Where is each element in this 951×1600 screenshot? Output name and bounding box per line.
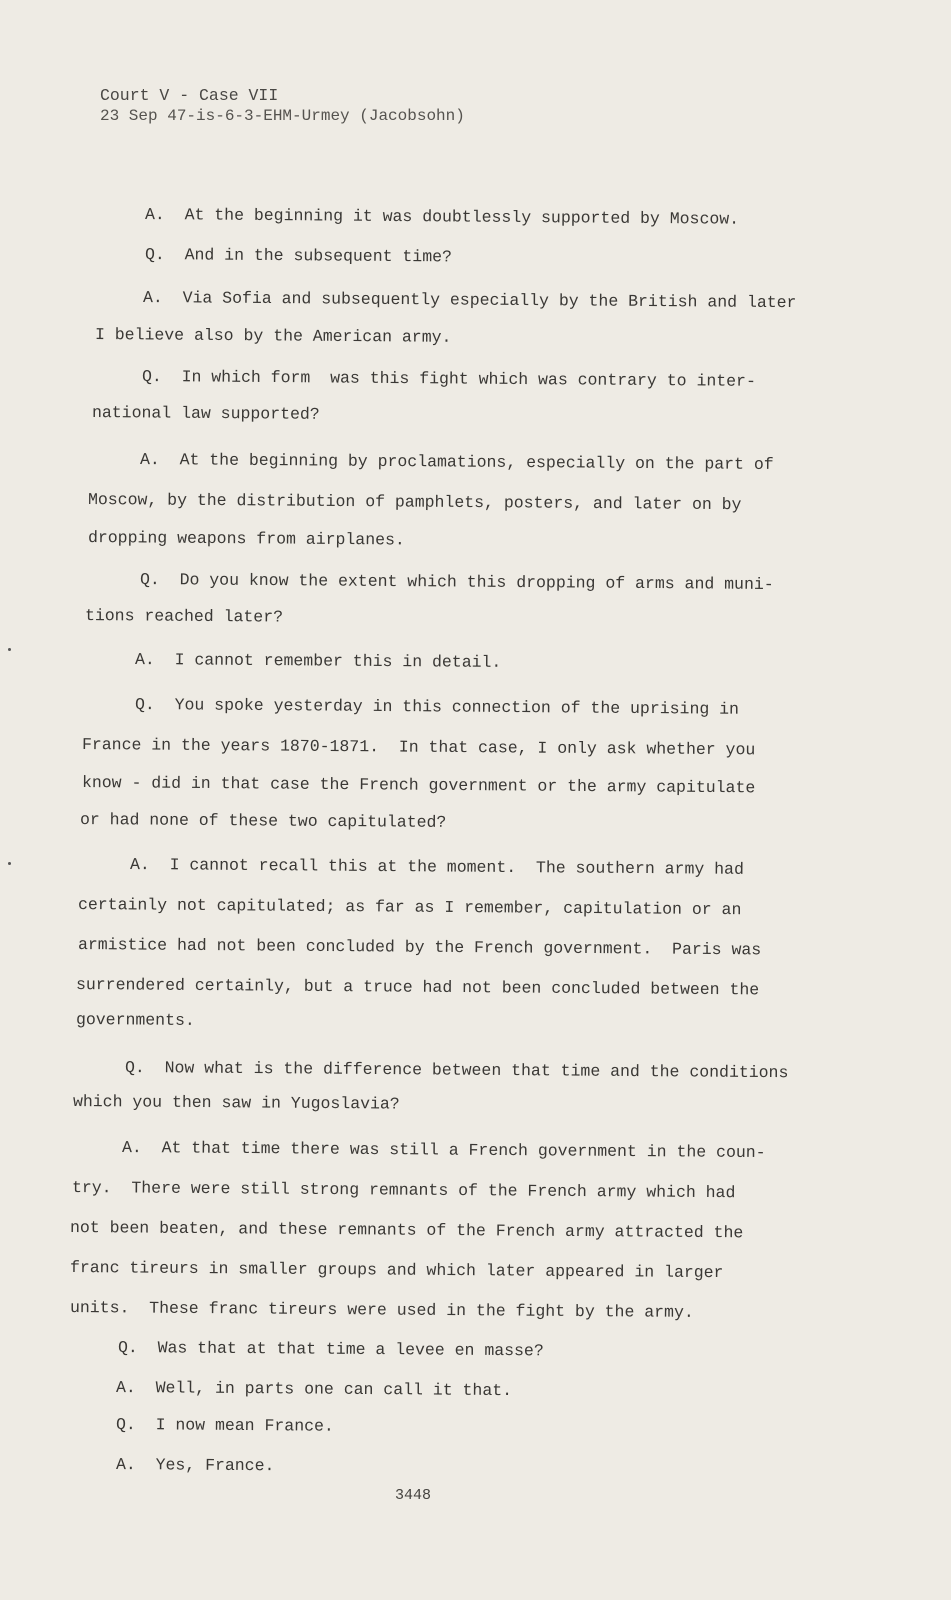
transcript-line: try. There were still strong remnants of the French army which had xyxy=(71,1178,736,1203)
transcript-line: units. These franc tireurs were used in the fight by the army. xyxy=(69,1298,694,1322)
transcript-line: franc tireurs in smaller groups and which later appeared in larger xyxy=(69,1258,724,1283)
transcript-line: know - did in that case the French government or the army capitulate xyxy=(81,773,756,798)
transcript-line: A. I cannot recall this at the moment. The southern army had xyxy=(129,855,744,879)
transcript-line: Q. And in the subsequent time? xyxy=(144,245,453,267)
transcript-line: A. At the beginning by proclamations, especially on the part of xyxy=(139,450,774,474)
transcript-line: A. At the beginning it was doubtlessly supported by Moscow. xyxy=(144,205,740,229)
transcript-line: Q. You spoke yesterday in this connection of the uprising in xyxy=(134,695,740,719)
transcript-line: Q. In which form was this fight which was contrary to inter- xyxy=(141,367,756,391)
margin-mark xyxy=(8,648,11,651)
transcript-line: armistice had not been concluded by the French government. Paris was xyxy=(77,935,762,960)
transcript-line: Moscow, by the distribution of pamphlets, posters, and later on by xyxy=(87,490,742,515)
transcript-line: A. Via Sofia and subsequently especially by the British and later xyxy=(142,288,797,313)
transcript-line: A. At that time there was still a French government in the coun- xyxy=(121,1138,766,1163)
transcript-line: certainly not capitulated; as far as I remember, capitulation or an xyxy=(77,895,742,920)
court-case-header: Court V - Case VII xyxy=(100,86,279,105)
transcript-line: A. Yes, France. xyxy=(115,1455,275,1476)
transcript-line: dropping weapons from airplanes. xyxy=(87,528,405,550)
transcript-line: A. I cannot remember this in detail. xyxy=(134,650,502,672)
transcript-line: Q. I now mean France. xyxy=(115,1415,334,1436)
transcript-line: national law supported? xyxy=(91,403,320,424)
transcript-line: A. Well, in parts one can call it that. xyxy=(115,1378,513,1401)
transcript-line: which you then saw in Yugoslavia? xyxy=(72,1092,400,1114)
transcript-line: not been beaten, and these remnants of the French army attracted the xyxy=(69,1218,744,1243)
transcript-line: surrendered certainly, but a truce had not been concluded between the xyxy=(75,975,760,1000)
transcript-line: I believe also by the American army. xyxy=(94,325,452,347)
transcript-line: tions reached later? xyxy=(84,606,284,627)
transcript-line: governments. xyxy=(75,1010,195,1030)
transcript-line: Q. Was that at that time a levee en masse? xyxy=(117,1338,544,1361)
margin-mark xyxy=(8,862,11,865)
page-number: 3448 xyxy=(395,1487,432,1504)
transcript-line: or had none of these two capitulated? xyxy=(79,810,447,832)
transcript-line: France in the years 1870-1871. In that case, I only ask whether you xyxy=(81,735,756,760)
transcript-line: Q. Now what is the difference between that time and the conditions xyxy=(124,1058,789,1083)
session-info-header: 23 Sep 47-is-6-3-EHM-Urmey (Jacobsohn) xyxy=(100,107,465,125)
transcript-line: Q. Do you know the extent which this dropping of arms and muni- xyxy=(139,570,774,594)
